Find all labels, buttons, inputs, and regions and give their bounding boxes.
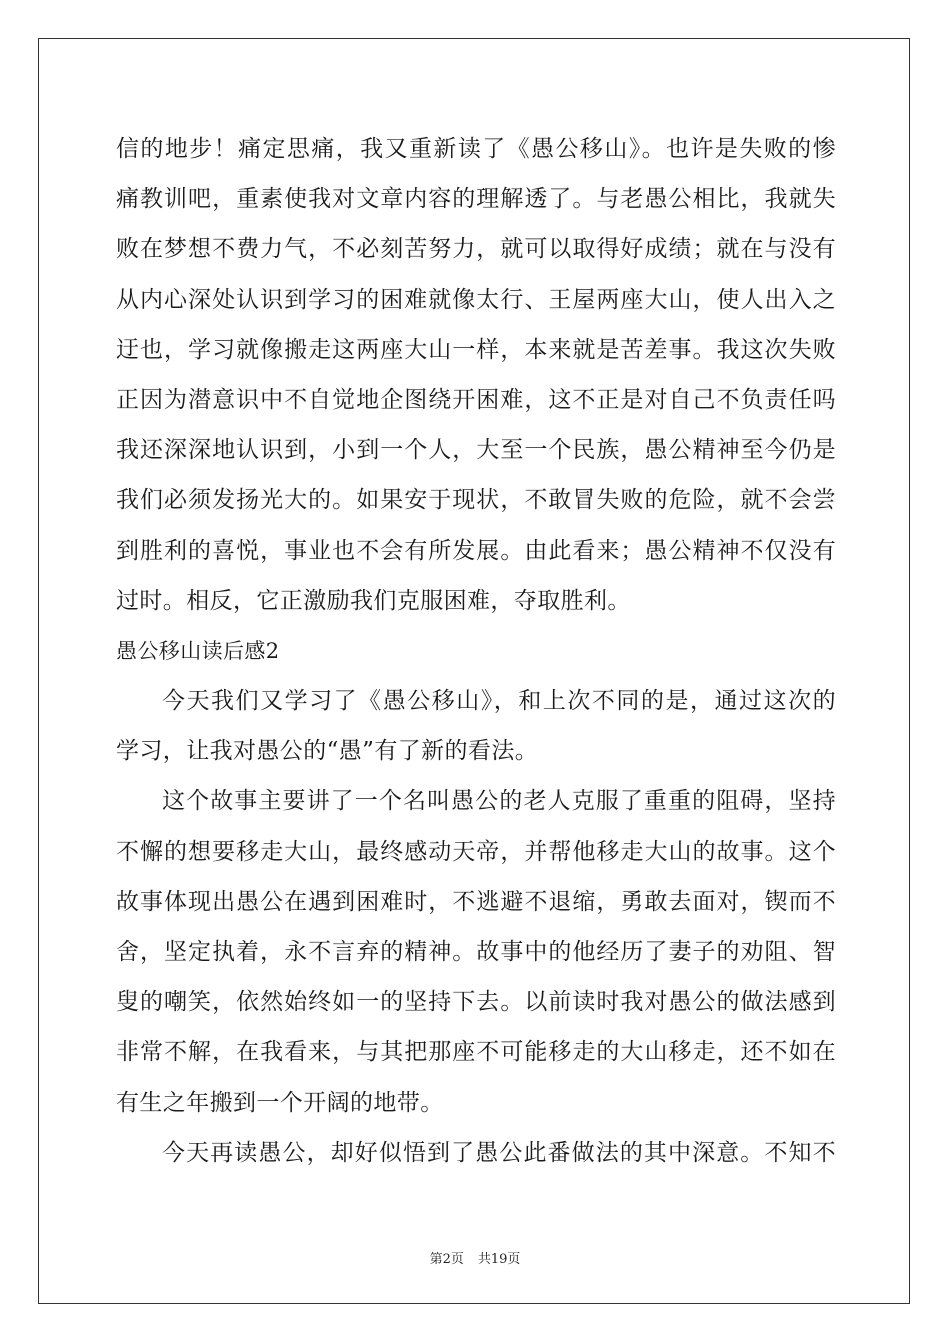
text-line: 舍，坚定执着，永不言弃的精神。故事中的他经历了妻子的劝阻、智: [116, 939, 836, 965]
text-line: 学习，让我对愚公的“愚”有了新的看法。: [116, 738, 539, 765]
text-line: 从内心深处认识到学习的困难就像太行、王屋两座大山，使人出入之: [116, 286, 836, 313]
text-line: 到胜利的喜悦，事业也不会有所发展。由此看来；愚公精神不仅没有: [116, 537, 836, 564]
text-line: 我还深深地认识到，小到一个人，大至一个民族，愚公精神至今仍是: [116, 437, 836, 464]
text-line: 痛教训吧，重素使我对文章内容的理解透了。与老愚公相比，我就失: [116, 186, 836, 213]
text-line: 有生之年搬到一个开阔的地带。: [116, 1089, 444, 1116]
page-footer: [0, 1248, 950, 1267]
text-line: 正因为潜意识中不自觉地企图绕开困难，这不正是对自己不负责任吗: [116, 386, 836, 413]
text-line: 迂也，学习就像搬走这两座大山一样，本来就是苦差事。我这次失败: [116, 336, 836, 363]
text-line: 败在梦想不费力气，不必刻苦努力，就可以取得好成绩；就在与没有: [116, 236, 836, 263]
paragraph-first-line: 这个故事主要讲了一个名叫愚公的老人克服了重重的阻碍，坚持: [162, 788, 836, 815]
text-line: 过时。相反，它正激励我们克服困难，夺取胜利。: [116, 587, 631, 614]
paragraph-first-line: 今天再读愚公，却好似悟到了愚公此番做法的其中深意。不知不: [162, 1139, 836, 1166]
section-heading: 愚公移山读后感2: [116, 638, 280, 663]
page-number: 第2页: [429, 1252, 464, 1267]
document-body: [116, 124, 836, 1178]
text-line: 叟的嘲笑，依然始终如一的坚持下去。以前读时我对愚公的做法感到: [116, 989, 836, 1016]
text-line: 不懈的想要移走大山，最终感动天帝，并帮他移走大山的故事。这个: [116, 838, 836, 865]
text-line: 信的地步！痛定思痛，我又重新读了《愚公移山》。也许是失败的惨: [116, 136, 836, 162]
text-line: 故事体现出愚公在遇到困难时，不逃避不退缩，勇敢去面对，锲而不: [116, 888, 836, 915]
text-line: 我们必须发扬光大的。如果安于现状，不敢冒失败的危险，就不会尝: [116, 487, 836, 514]
page-total: 共19页: [477, 1252, 521, 1267]
paragraph-first-line: 今天我们又学习了《愚公移山》，和上次不同的是，通过这次的: [162, 688, 836, 715]
text-line: 非常不解，在我看来，与其把那座不可能移走的大山移走，还不如在: [116, 1039, 836, 1066]
